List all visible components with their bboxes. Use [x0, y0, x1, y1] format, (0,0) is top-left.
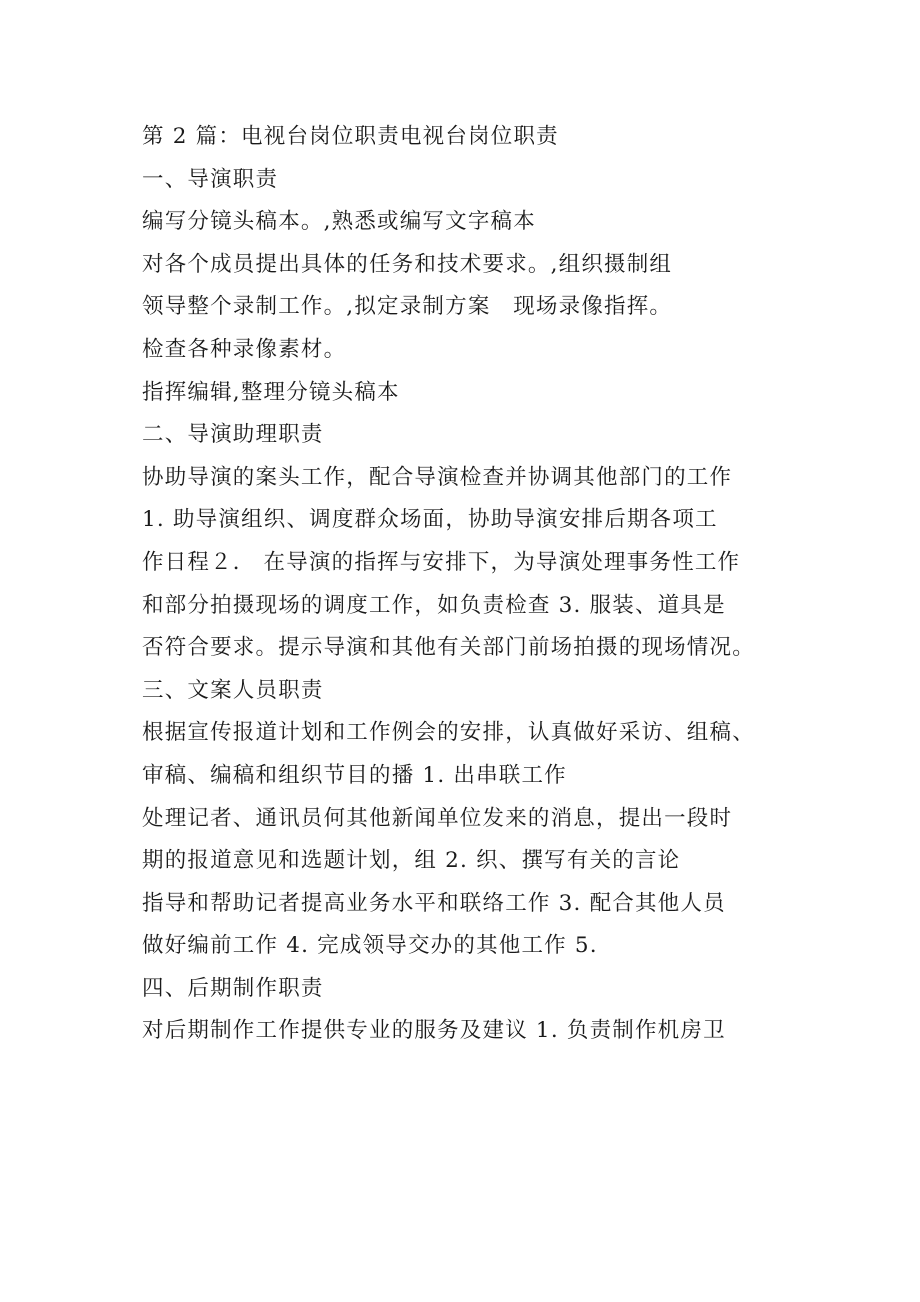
body-line: 和部分拍摄现场的调度工作，如负责检查 3. 服装、道具是 — [142, 592, 726, 618]
body-line: 否符合要求。提示导演和其他有关部门前场拍摄的现场情况。 — [142, 635, 755, 661]
body-line: 编写分镜头稿本。,熟悉或编写文字稿本 — [142, 209, 536, 235]
body-line: 作日程２． 在导演的指挥与安排下，为导演处理事务性工作 — [142, 549, 741, 575]
document-body — [142, 116, 792, 1053]
section-heading-post-production: 四、后期制作职责 — [142, 975, 324, 1001]
section-heading-assistant-director: 二、导演助理职责 — [142, 422, 324, 448]
body-line: 检查各种录像素材。 — [142, 336, 347, 362]
body-line: 审稿、编稿和组织节目的播 1. 出串联工作 — [142, 762, 567, 788]
body-line: 指挥编辑,整理分镜头稿本 — [142, 379, 400, 405]
body-line: 领导整个录制工作。,拟定录制方案 现场录像指挥。 — [142, 294, 673, 320]
body-line: 期的报道意见和选题计划，组 2. 织、撰写有关的言论 — [142, 848, 681, 874]
body-line: 对各个成员提出具体的任务和技术要求。,组织摄制组 — [142, 251, 673, 277]
section-heading-director: 一、导演职责 — [142, 166, 279, 192]
body-line: 指导和帮助记者提高业务水平和联络工作 3. 配合其他人员 — [142, 890, 726, 916]
body-line: 做好编前工作 4. 完成领导交办的其他工作 5. — [142, 933, 598, 959]
document-title: 第 2 篇：电视台岗位职责电视台岗位职责 — [142, 124, 559, 149]
body-line: 1. 助导演组织、调度群众场面，协助导演安排后期各项工 — [142, 507, 718, 533]
body-line: 根据宣传报道计划和工作例会的安排，认真做好采访、组稿、 — [142, 720, 755, 746]
body-line: 协助导演的案头工作，配合导演检查并协调其他部门的工作 — [142, 464, 733, 490]
body-line: 对后期制作工作提供专业的服务及建议 1. 负责制作机房卫 — [142, 1018, 726, 1044]
body-line: 处理记者、通讯员何其他新闻单位发来的消息，提出一段时 — [142, 805, 733, 831]
section-heading-copywriter: 三、文案人员职责 — [142, 677, 324, 703]
